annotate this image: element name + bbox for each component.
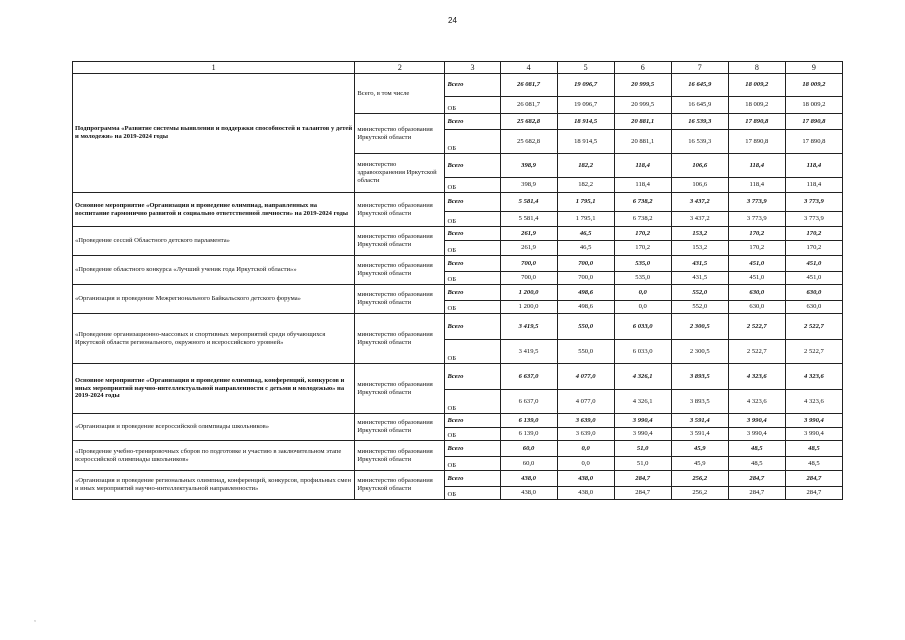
value-cell: 25 682,8 [500,130,557,154]
value-cell: 431,5 [671,256,728,272]
value-cell: 4 323,6 [728,364,785,390]
value-cell: 48,5 [785,457,842,471]
activity-title: «Организация и проведение Межрегионального Байкальского детского форума» [73,285,355,314]
value-cell: 118,4 [728,154,785,178]
value-cell: 46,5 [557,241,614,256]
column-header-9: 9 [785,62,842,74]
value-cell: 17 890,8 [785,130,842,154]
value-cell: 0,0 [614,285,671,301]
value-cell: 6 738,2 [614,212,671,227]
header-row [73,62,843,74]
source-ob: ОБ [445,428,500,441]
value-cell: 284,7 [614,471,671,487]
value-cell: 51,0 [614,441,671,457]
value-cell: 45,9 [671,457,728,471]
program-title: Подпрограмма «Развитие системы выявления и поддержки способностей и талантов у детей и молодежи» на 2019-2024 годы [73,74,355,193]
source-ob: ОБ [445,340,500,364]
value-cell: 6 033,0 [614,314,671,340]
value-cell: 26 081,7 [500,74,557,97]
value-cell: 18 009,2 [728,97,785,114]
value-cell: 4 323,6 [785,364,842,390]
value-cell: 6 139,0 [500,428,557,441]
activity-title: Основное мероприятие «Организация и проведение олимпиад, конференций, конкурсов и иных мероприятий научно-интеллектуальной направленности с детьми и молодежью» на 2019-2024 годы [73,364,355,414]
value-cell: 4 323,6 [785,390,842,414]
value-cell: 451,0 [785,272,842,285]
value-cell: 182,2 [557,178,614,193]
value-cell: 3 419,5 [500,314,557,340]
source-cell [445,256,500,272]
value-cell: 630,0 [785,285,842,301]
source-cell [445,285,500,301]
table-row [73,285,843,301]
value-cell: 170,2 [785,241,842,256]
activity-title: «Организация и проведение всероссийской олимпиады школьников» [73,414,355,441]
activity-title: Основное мероприятие «Организация и проведение олимпиад, направленных на воспитание гармонично развитой и социально ответственной личности» на 2019-2024 годы [73,193,355,227]
activity-title: «Организация и проведение региональных олимпиад, конференций, конкурсов, профильных смен и иных мероприятий научно-интеллектуальной направленности» [73,471,355,500]
column-header-6: 6 [614,62,671,74]
source-ob: ОБ [445,241,500,256]
value-cell: 0,0 [557,457,614,471]
value-cell: 438,0 [500,471,557,487]
value-cell: 118,4 [728,178,785,193]
total-label: Всего [447,288,464,296]
column-header-8: 8 [728,62,785,74]
value-cell: 498,6 [557,301,614,314]
value-cell: 3 990,4 [785,414,842,428]
source-cell [445,74,500,97]
value-cell: 2 522,7 [785,314,842,340]
value-cell: 3 773,9 [785,212,842,227]
value-cell: 182,2 [557,154,614,178]
value-cell: 3 591,4 [671,414,728,428]
scan-mark: , [34,616,36,623]
value-cell: 170,2 [614,241,671,256]
value-cell: 118,4 [785,178,842,193]
responsible-cell: министерство образования Иркутской области [355,414,445,441]
value-cell: 438,0 [557,487,614,500]
value-cell: 20 881,1 [614,114,671,130]
value-cell: 284,7 [614,487,671,500]
total-label: Всего [447,161,464,169]
value-cell: 6 139,0 [500,414,557,428]
value-cell: 60,0 [500,457,557,471]
table-row [73,441,843,457]
value-cell: 118,4 [785,154,842,178]
value-cell: 2 300,5 [671,314,728,340]
responsible-cell: министерство образования Иркутской области [355,285,445,314]
value-cell: 3 419,5 [500,340,557,364]
value-cell: 630,0 [785,301,842,314]
source-cell [445,154,500,178]
total-label: Всего [447,117,464,125]
source-cell [445,314,500,340]
source-cell [445,441,500,457]
source-ob: ОБ [445,212,500,227]
total-label: Всего [447,372,464,380]
value-cell: 2 300,5 [671,340,728,364]
value-cell: 3 990,4 [728,428,785,441]
source-cell [445,114,500,130]
value-cell: 4 326,1 [614,364,671,390]
value-cell: 170,2 [614,227,671,241]
value-cell: 3 591,4 [671,428,728,441]
value-cell: 550,0 [557,340,614,364]
value-cell: 2 522,7 [728,340,785,364]
value-cell: 630,0 [728,301,785,314]
value-cell: 20 999,5 [614,97,671,114]
value-cell: 2 522,7 [785,340,842,364]
responsible-cell: министерство образования Иркутской области [355,364,445,414]
responsible-cell: министерство образования Иркутской области [355,441,445,471]
value-cell: 535,0 [614,256,671,272]
value-cell: 153,2 [671,227,728,241]
value-cell: 6 637,0 [500,364,557,390]
total-label: Всего [447,229,464,237]
value-cell: 170,2 [785,227,842,241]
column-header-3: 3 [445,62,500,74]
total-label: Всего [447,474,464,482]
value-cell: 170,2 [728,241,785,256]
value-cell: 4 323,6 [728,390,785,414]
total-label: Всего [447,416,464,424]
total-label: Всего [447,259,464,267]
value-cell: 17 890,8 [728,130,785,154]
value-cell: 5 581,4 [500,212,557,227]
value-cell: 256,2 [671,487,728,500]
total-label: Всего [447,322,464,330]
value-cell: 6 033,0 [614,340,671,364]
value-cell: 19 096,7 [557,74,614,97]
activity-title: «Проведение учебно-тренировочных сборов по подготовке и участию в заключительном этапе всероссийской олимпиады школьников» [73,441,355,471]
activity-title: «Проведение организационно-массовых и спортивных мероприятий среди обучающихся Иркутской области регионального, окружного и всероссийского уровней» [73,314,355,364]
value-cell: 535,0 [614,272,671,285]
value-cell: 18 009,2 [785,74,842,97]
value-cell: 431,5 [671,272,728,285]
total-label: Всего [447,444,464,452]
value-cell: 26 081,7 [500,97,557,114]
value-cell: 51,0 [614,457,671,471]
value-cell: 0,0 [557,441,614,457]
responsible-cell: министерство образования Иркутской области [355,227,445,256]
value-cell: 2 522,7 [728,314,785,340]
value-cell: 6 738,2 [614,193,671,212]
value-cell: 16 539,3 [671,114,728,130]
value-cell: 5 581,4 [500,193,557,212]
column-header-4: 4 [500,62,557,74]
value-cell: 18 914,5 [557,130,614,154]
source-cell [445,414,500,428]
value-cell: 45,9 [671,441,728,457]
column-header-5: 5 [557,62,614,74]
source-cell [445,471,500,487]
value-cell: 153,2 [671,241,728,256]
value-cell: 700,0 [500,256,557,272]
total-label: Всего [447,81,464,89]
value-cell: 170,2 [728,227,785,241]
value-cell: 3 990,4 [614,428,671,441]
value-cell: 3 773,9 [728,193,785,212]
value-cell: 284,7 [728,487,785,500]
responsible-cell: министерство здравоохранения Иркутской области [355,154,445,193]
value-cell: 438,0 [500,487,557,500]
source-ob: ОБ [445,457,500,471]
value-cell: 3 893,5 [671,364,728,390]
value-cell: 6 637,0 [500,390,557,414]
table-row [73,414,843,428]
table-row [73,74,843,97]
value-cell: 1 795,1 [557,193,614,212]
value-cell: 1 200,0 [500,285,557,301]
value-cell: 438,0 [557,471,614,487]
value-cell: 451,0 [728,272,785,285]
value-cell: 398,9 [500,178,557,193]
value-cell: 256,2 [671,471,728,487]
value-cell: 16 645,9 [671,74,728,97]
source-cell [445,227,500,241]
budget-table [72,61,843,500]
value-cell: 20 881,1 [614,130,671,154]
column-header-1: 1 [73,62,355,74]
activity-title: «Проведение областного конкурса «Лучший ученик года Иркутской области»» [73,256,355,285]
table-row [73,193,843,212]
value-cell: 106,6 [671,178,728,193]
value-cell: 106,6 [671,154,728,178]
source-ob: ОБ [445,487,500,500]
value-cell: 17 890,8 [785,114,842,130]
column-header-7: 7 [671,62,728,74]
value-cell: 48,5 [728,441,785,457]
value-cell: 18 914,5 [557,114,614,130]
value-cell: 284,7 [785,487,842,500]
value-cell: 3 990,4 [614,414,671,428]
value-cell: 18 009,2 [785,97,842,114]
responsible-cell: министерство образования Иркутской области [355,256,445,285]
value-cell: 284,7 [785,471,842,487]
value-cell: 451,0 [785,256,842,272]
value-cell: 630,0 [728,285,785,301]
value-cell: 552,0 [671,301,728,314]
total-label: Всего [447,198,464,206]
value-cell: 16 539,3 [671,130,728,154]
source-cell [445,364,500,390]
responsible-cell: министерство образования Иркутской области [355,314,445,364]
value-cell: 700,0 [500,272,557,285]
activities-body [73,193,843,500]
responsible-cell: Всего, в том числе [355,74,445,114]
source-cell [445,193,500,212]
value-cell: 16 645,9 [671,97,728,114]
value-cell: 4 326,1 [614,390,671,414]
value-cell: 118,4 [614,154,671,178]
value-cell: 3 773,9 [785,193,842,212]
table-row [73,314,843,340]
value-cell: 700,0 [557,256,614,272]
value-cell: 60,0 [500,441,557,457]
value-cell: 18 009,2 [728,74,785,97]
value-cell: 20 999,5 [614,74,671,97]
value-cell: 4 077,0 [557,364,614,390]
value-cell: 498,6 [557,285,614,301]
value-cell: 25 682,8 [500,114,557,130]
value-cell: 3 990,4 [728,414,785,428]
value-cell: 3 773,9 [728,212,785,227]
value-cell: 552,0 [671,285,728,301]
value-cell: 1 200,0 [500,301,557,314]
value-cell: 284,7 [728,471,785,487]
value-cell: 0,0 [614,301,671,314]
value-cell: 19 096,7 [557,97,614,114]
value-cell: 48,5 [728,457,785,471]
source-ob: ОБ [445,390,500,414]
value-cell: 1 795,1 [557,212,614,227]
value-cell: 3 639,0 [557,414,614,428]
value-cell: 17 890,8 [728,114,785,130]
source-ob: ОБ [445,301,500,314]
value-cell: 3 437,2 [671,193,728,212]
value-cell: 451,0 [728,256,785,272]
value-cell: 3 893,5 [671,390,728,414]
value-cell: 4 077,0 [557,390,614,414]
value-cell: 261,9 [500,227,557,241]
value-cell: 46,5 [557,227,614,241]
value-cell: 3 990,4 [785,428,842,441]
source-ob: ОБ [445,130,500,154]
value-cell: 48,5 [785,441,842,457]
activity-title: «Проведение сессий Областного детского парламента» [73,227,355,256]
responsible-cell: министерство образования Иркутской области [355,471,445,500]
column-header-2: 2 [355,62,445,74]
value-cell: 118,4 [614,178,671,193]
value-cell: 700,0 [557,272,614,285]
responsible-cell: министерство образования Иркутской области [355,193,445,227]
source-ob: ОБ [445,272,500,285]
table-row [73,364,843,390]
value-cell: 550,0 [557,314,614,340]
responsible-cell: министерство образования Иркутской области [355,114,445,154]
table-row [73,256,843,272]
value-cell: 3 639,0 [557,428,614,441]
table-row [73,471,843,487]
source-ob: ОБ [445,97,500,114]
source-ob: ОБ [445,178,500,193]
value-cell: 398,9 [500,154,557,178]
page-number: 24 [448,16,457,25]
table-row [73,227,843,241]
value-cell: 3 437,2 [671,212,728,227]
value-cell: 261,9 [500,241,557,256]
